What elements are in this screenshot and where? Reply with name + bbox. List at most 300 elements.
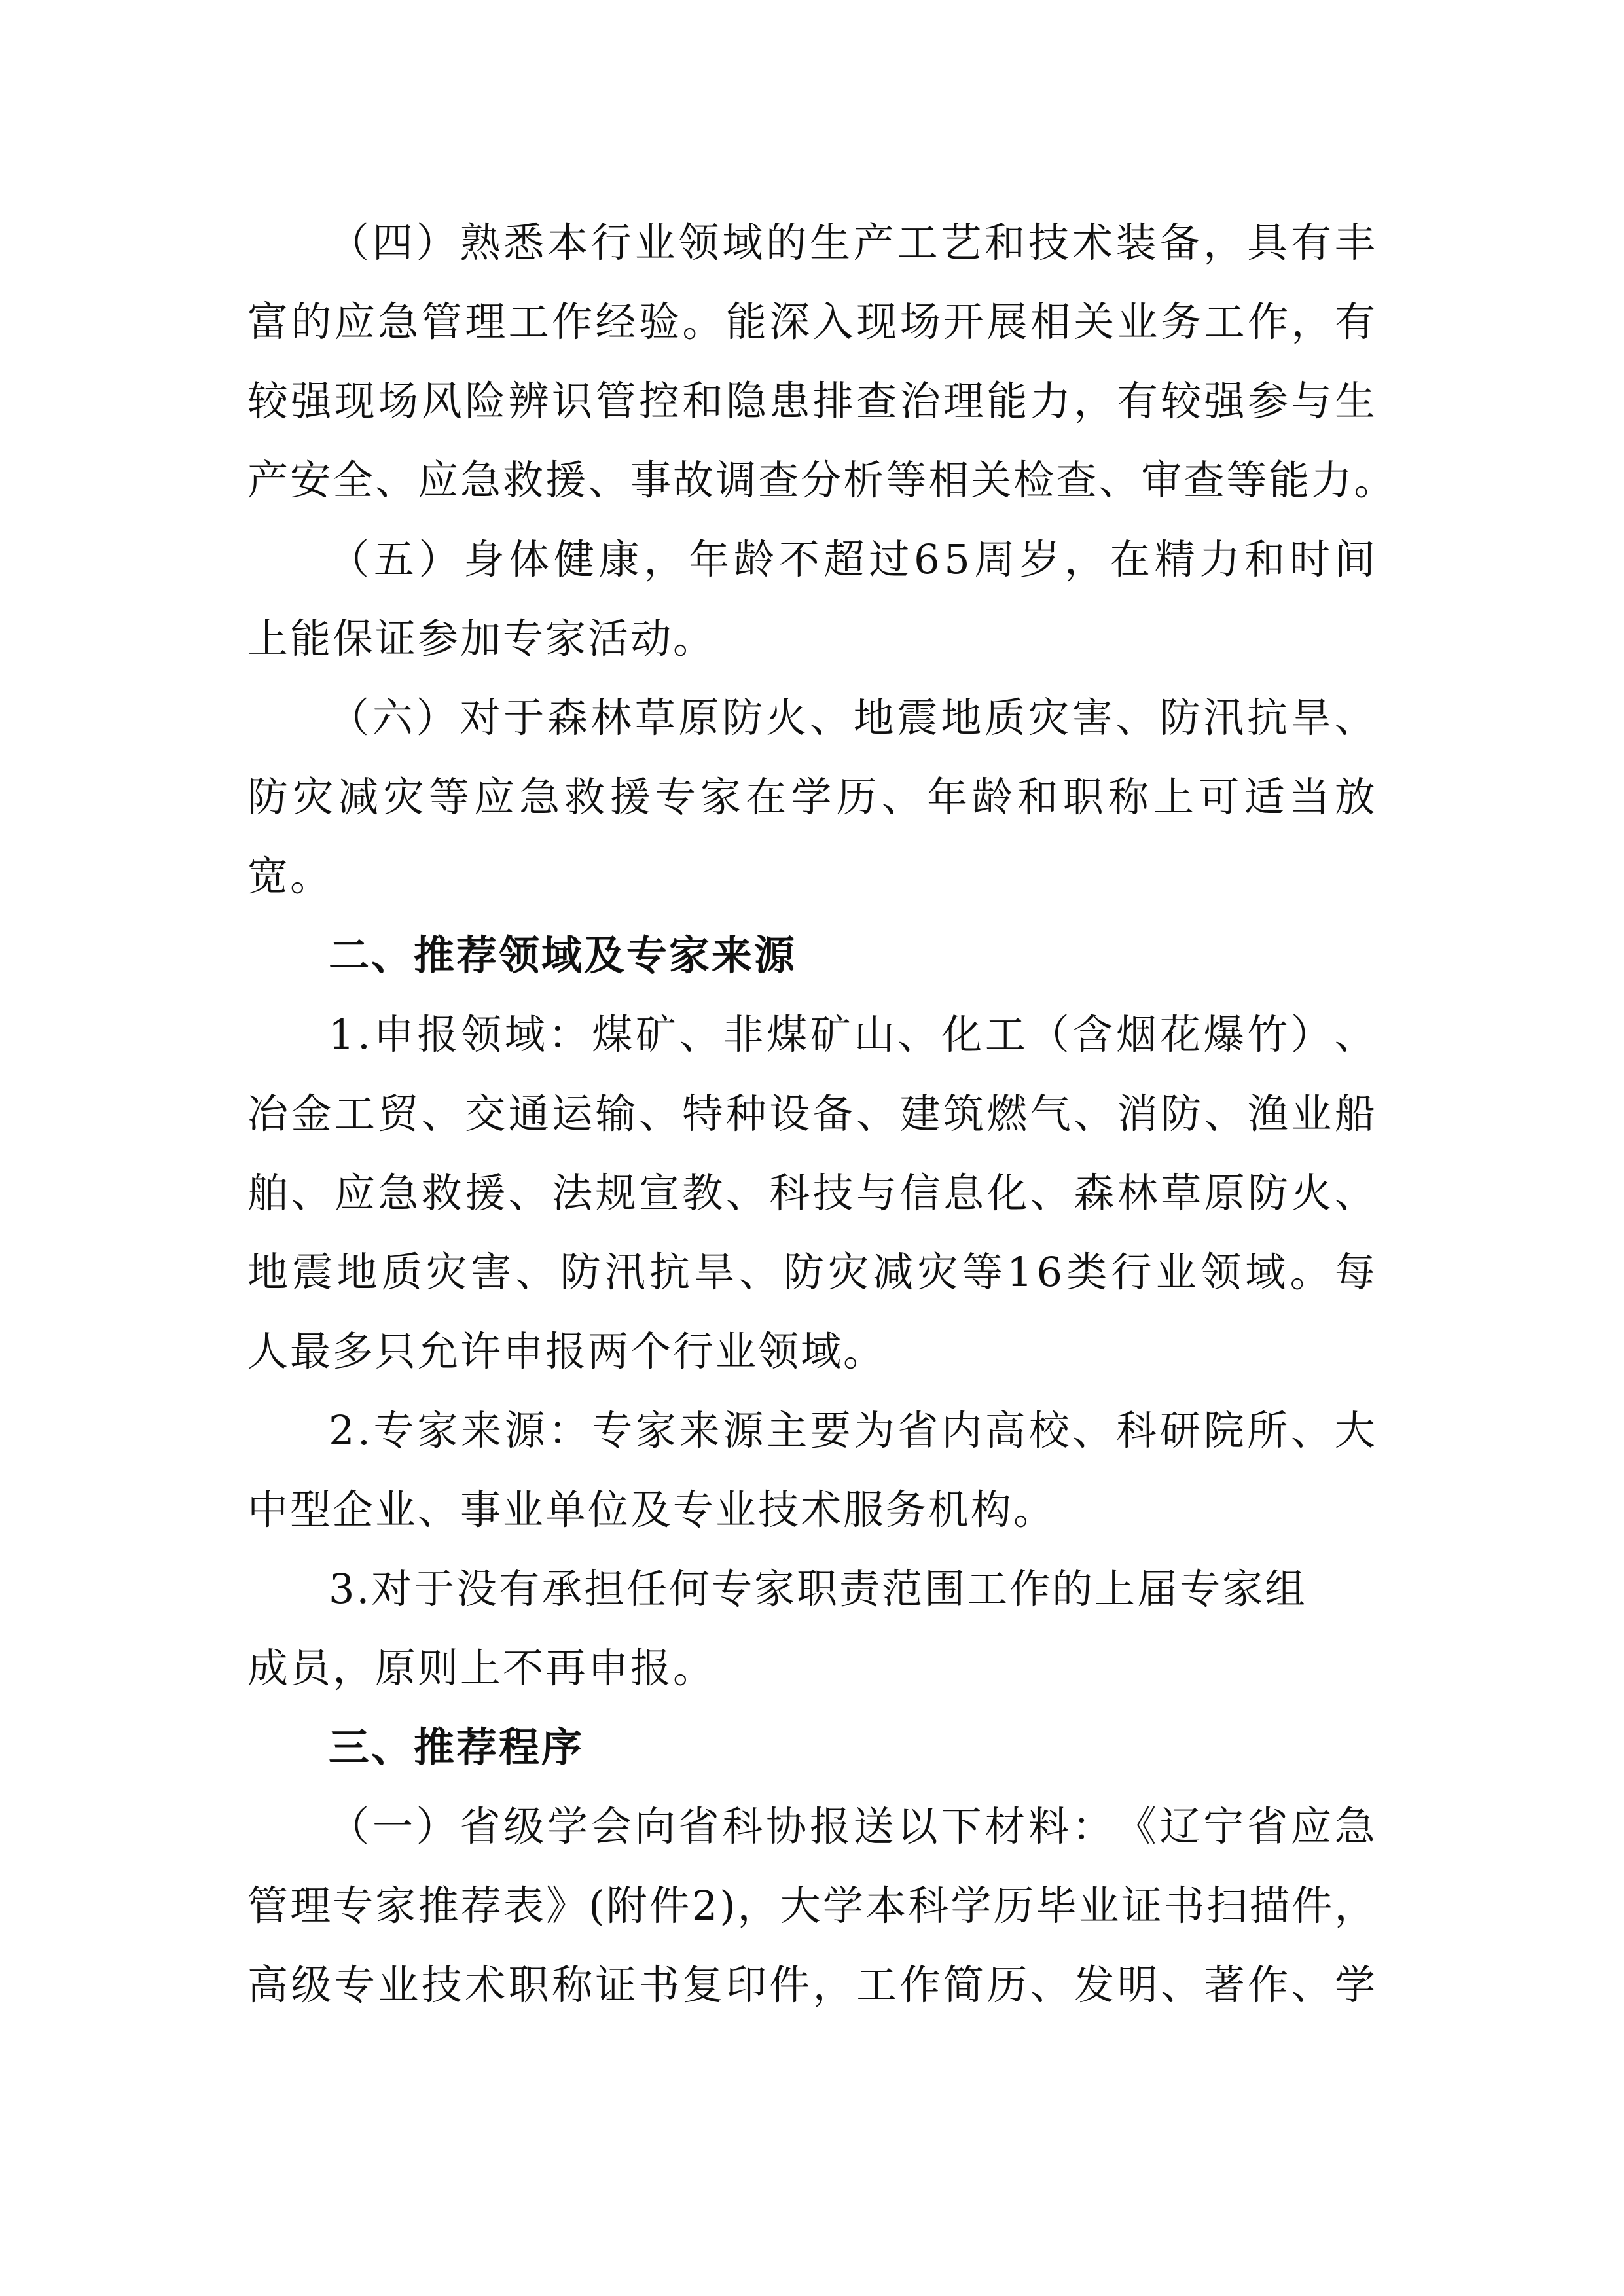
char: 害 [1072, 694, 1115, 742]
char: 业 [1117, 298, 1160, 346]
char: 家 [375, 1882, 418, 1929]
char: 等 [886, 456, 929, 504]
char: 业 [1155, 1248, 1199, 1296]
char: 等 [962, 1248, 1005, 1296]
char: 类 [1066, 1248, 1110, 1296]
char: 设 [769, 1090, 812, 1138]
char: 和 [1244, 535, 1288, 583]
char: 旱 [694, 1248, 737, 1296]
char: 工 [334, 1090, 377, 1138]
char: 森 [547, 694, 590, 742]
char: 书 [1164, 1882, 1207, 1929]
char: 急 [378, 298, 421, 346]
char: 化 [941, 1011, 984, 1058]
char: （ [1028, 1011, 1072, 1058]
char: ， [812, 1961, 856, 2009]
text-line: 宽。 [247, 852, 333, 900]
char: 要 [810, 1407, 853, 1454]
char: 专 [655, 773, 698, 821]
char: 消 [1117, 1090, 1160, 1138]
char: 明 [1117, 1961, 1160, 2009]
char: 防 [560, 1248, 603, 1296]
char: ， [643, 535, 687, 583]
char: 备 [1159, 219, 1202, 266]
char: 险 [465, 377, 508, 425]
char: 、 [588, 456, 631, 504]
char: 专 [592, 1407, 635, 1454]
char: 防 [1159, 694, 1202, 742]
text-line [247, 995, 1377, 1074]
char: 本 [547, 219, 590, 266]
char: 源 [723, 1407, 766, 1454]
char: ) [719, 1882, 738, 1929]
char: 理 [943, 377, 986, 425]
char: 、 [1334, 1169, 1377, 1217]
char: 省 [678, 1803, 721, 1850]
char: 、 [421, 1090, 464, 1138]
char: 船 [1334, 1090, 1377, 1138]
char: 领 [1200, 1248, 1244, 1296]
char: 和 [1017, 773, 1060, 821]
char: 超 [823, 535, 867, 583]
char: ） [418, 535, 461, 583]
char: 草 [1161, 1169, 1204, 1217]
char: 学 [950, 1882, 994, 1929]
char: 建 [899, 1090, 943, 1138]
char: 适 [1244, 773, 1287, 821]
char: 推 [418, 1882, 461, 1929]
char: 全 [333, 456, 376, 504]
char: 、 [1334, 1011, 1377, 1058]
char: 、 [1291, 1961, 1334, 2009]
char: 震 [897, 694, 940, 742]
char: 科 [769, 1169, 812, 1217]
char: 灾 [828, 1248, 871, 1296]
char: 证 [1121, 1882, 1164, 1929]
char: 地 [247, 1248, 291, 1296]
char: 援 [545, 456, 588, 504]
char: 。 [1354, 456, 1397, 504]
char: 非 [723, 1011, 766, 1058]
char: 2 [329, 1407, 357, 1454]
char: 故 [673, 456, 716, 504]
char: 减 [873, 1248, 916, 1296]
char: 域 [1245, 1248, 1288, 1296]
char: 治 [899, 377, 943, 425]
char: 、 [638, 1090, 681, 1138]
text-line [247, 520, 1377, 599]
document-body [247, 203, 1397, 2024]
char: 析 [843, 456, 886, 504]
char: 扫 [1206, 1882, 1250, 1929]
char: 化 [986, 1169, 1030, 1217]
char: 、 [1291, 1407, 1334, 1454]
char: 查 [856, 377, 899, 425]
char: 科 [722, 1803, 765, 1850]
char: 作 [1248, 1961, 1291, 2009]
char: 质 [381, 1248, 424, 1296]
char: 、 [375, 456, 418, 504]
char: 学 [547, 1803, 590, 1850]
char: 矿 [636, 1011, 679, 1058]
char: 1 [1006, 1248, 1035, 1296]
char: 报 [809, 1803, 852, 1850]
char: 时 [1290, 535, 1333, 583]
char: 领 [461, 1011, 504, 1058]
char: 可 [1199, 773, 1242, 821]
text-line: 人最多只允许申报两个行业领域。 [247, 1327, 886, 1375]
char: 会 [590, 1803, 634, 1850]
char: 件 [1291, 1882, 1335, 1929]
char: 院 [1203, 1407, 1246, 1454]
char: 分 [801, 456, 844, 504]
char: 表 [503, 1882, 546, 1929]
char: 域 [722, 219, 765, 266]
char: 龄 [734, 535, 777, 583]
char: 汛 [604, 1248, 647, 1296]
char: 有 [1290, 219, 1333, 266]
char: 产 [247, 456, 291, 504]
char: 历 [836, 773, 879, 821]
char: 家 [700, 773, 744, 821]
char: 料 [1028, 1803, 1072, 1850]
char: 高 [984, 1407, 1028, 1454]
char: 。 [682, 298, 725, 346]
text-block [247, 203, 1397, 2024]
char: 灾 [1028, 694, 1072, 742]
text-line [247, 1074, 1377, 1153]
char: 、 [725, 1169, 768, 1217]
char: 舶 [247, 1169, 291, 1217]
char: 地 [853, 694, 896, 742]
char: 应 [418, 456, 461, 504]
char: 花 [1159, 1011, 1202, 1058]
char: 申 [373, 1011, 416, 1058]
char: 印 [725, 1961, 768, 2009]
char: 救 [421, 1169, 464, 1217]
char: 含 [1072, 1011, 1115, 1058]
text-line [247, 757, 1377, 836]
char: 生 [1334, 377, 1377, 425]
text-line [247, 440, 1397, 520]
char: 级 [291, 1961, 334, 2009]
char: 6 [914, 535, 942, 583]
char: 竹 [1247, 1011, 1290, 1058]
char: 参 [1248, 377, 1291, 425]
char: 管 [421, 298, 464, 346]
char: 经 [595, 298, 638, 346]
char: 相 [1030, 298, 1073, 346]
char: 龄 [972, 773, 1015, 821]
char: 控 [638, 377, 681, 425]
char: 旱 [1290, 694, 1333, 742]
char: 管 [595, 377, 638, 425]
char: 书 [638, 1961, 681, 2009]
char: 理 [290, 1882, 333, 1929]
char: 、 [1030, 1169, 1073, 1217]
char: 查 [758, 456, 801, 504]
char: 科 [908, 1882, 951, 1929]
char: 应 [474, 773, 517, 821]
char: 理 [465, 298, 508, 346]
char: 体 [509, 535, 552, 583]
text-line [247, 282, 1377, 361]
char: 规 [595, 1169, 638, 1217]
char: 材 [984, 1803, 1028, 1850]
char: 下 [941, 1803, 984, 1850]
char: 防 [722, 694, 765, 742]
char: 质 [984, 694, 1028, 742]
char: 家 [417, 1407, 460, 1454]
char: 、 [1074, 1090, 1117, 1138]
char: 件 [649, 1882, 692, 1929]
section-heading: 三、推荐程序 [329, 1723, 585, 1771]
char: 输 [595, 1090, 638, 1138]
char: 等 [1226, 456, 1269, 504]
char: 识 [552, 377, 595, 425]
char: 、 [515, 1248, 558, 1296]
char: 减 [338, 773, 381, 821]
char: ， [1334, 1882, 1377, 1929]
char: 省 [897, 1407, 941, 1454]
char: 汛 [1203, 694, 1246, 742]
char: 金 [291, 1090, 334, 1138]
char: 、 [291, 1169, 334, 1217]
char: 描 [1249, 1882, 1292, 1929]
char: 丰 [1334, 219, 1377, 266]
text-line [247, 203, 1377, 282]
char: 救 [564, 773, 607, 821]
char: ： [548, 1011, 591, 1058]
char: 原 [1204, 1169, 1247, 1217]
text-line [247, 1232, 1377, 1312]
char: 康 [598, 535, 641, 583]
char: 专 [373, 1407, 416, 1454]
char: 风 [421, 377, 464, 425]
char: 患 [769, 377, 812, 425]
char: 称 [1108, 773, 1151, 821]
char: 事 [630, 456, 674, 504]
char: 强 [291, 377, 334, 425]
char: 简 [943, 1961, 986, 2009]
char: 力 [1311, 456, 1354, 504]
char: 与 [1291, 377, 1334, 425]
char: 查 [1056, 456, 1099, 504]
char: 域 [504, 1011, 547, 1058]
char: 等 [428, 773, 471, 821]
char: 协 [766, 1803, 809, 1850]
char: 特 [682, 1090, 725, 1138]
char: 、 [856, 1090, 899, 1138]
char: 、 [1098, 456, 1142, 504]
char: 现 [856, 298, 899, 346]
char: 工 [856, 1961, 899, 2009]
char: 历 [993, 1882, 1036, 1929]
char: 有 [1117, 377, 1160, 425]
char: 工 [897, 219, 940, 266]
char: 校 [1028, 1407, 1072, 1454]
char: 送 [853, 1803, 896, 1850]
char: 调 [715, 456, 759, 504]
char: 家 [636, 1407, 679, 1454]
char: 、 [1072, 1407, 1115, 1454]
char: 业 [378, 1961, 421, 2009]
char: 救 [503, 456, 546, 504]
char: 煤 [767, 1011, 810, 1058]
char: 向 [634, 1803, 677, 1850]
char: 五 [373, 535, 416, 583]
char: 防 [783, 1248, 826, 1296]
char: 援 [609, 773, 653, 821]
char: ） [1291, 1011, 1334, 1058]
char: 作 [1248, 298, 1291, 346]
char: 种 [725, 1090, 768, 1138]
char: 在 [746, 773, 789, 821]
char: 六 [372, 694, 415, 742]
char: 学 [1334, 1961, 1377, 2009]
char: 每 [1334, 1248, 1377, 1296]
char: ， [1291, 298, 1334, 346]
char: 科 [1116, 1407, 1159, 1454]
char: 所 [1247, 1407, 1290, 1454]
char: 急 [378, 1169, 421, 1217]
char: ： [548, 1407, 591, 1454]
char: 熟 [460, 219, 503, 266]
char: 防 [247, 773, 291, 821]
char: 灾 [917, 1248, 960, 1296]
char: 。 [1290, 1248, 1333, 1296]
char: 不 [778, 535, 821, 583]
char: 防 [1161, 1090, 1204, 1138]
char: 工 [1204, 298, 1247, 346]
text-line [247, 1153, 1377, 1232]
char: ， [1203, 219, 1246, 266]
section-heading: 二、推荐领域及专家来源 [329, 931, 797, 979]
char: 教 [682, 1169, 725, 1217]
char: 岁 [1019, 535, 1062, 583]
char: 备 [812, 1090, 856, 1138]
char: 内 [941, 1407, 984, 1454]
char: 较 [1161, 377, 1204, 425]
char: 验 [638, 298, 681, 346]
char: 术 [465, 1961, 508, 2009]
char: 辽 [1159, 1803, 1202, 1850]
char: ） [416, 219, 459, 266]
char: 林 [1117, 1169, 1160, 1217]
char: 富 [247, 298, 291, 346]
char: 产 [853, 219, 896, 266]
char: 具 [1247, 219, 1290, 266]
char: . [357, 1011, 372, 1058]
char: 防 [1248, 1169, 1291, 1217]
char: 、 [1030, 1961, 1073, 2009]
char: 业 [1291, 1090, 1334, 1138]
char: 相 [928, 456, 971, 504]
char: 力 [1030, 377, 1073, 425]
char: 检 [1013, 456, 1056, 504]
char: 在 [1109, 535, 1152, 583]
char: 交 [465, 1090, 508, 1138]
char: 林 [590, 694, 634, 742]
char: 件 [769, 1961, 812, 2009]
char: 、 [809, 694, 852, 742]
char: 作 [552, 298, 595, 346]
char: （ [329, 535, 372, 583]
char: 宣 [638, 1169, 681, 1217]
char: 周 [974, 535, 1017, 583]
char: 燃 [986, 1090, 1030, 1138]
char: 场 [899, 298, 943, 346]
char: 身 [463, 535, 507, 583]
char: 作 [899, 1961, 943, 2009]
char: 学 [791, 773, 834, 821]
text-line: 中型企业、事业单位及专业技术服务机构。 [247, 1486, 1056, 1534]
char: 研 [1159, 1407, 1202, 1454]
char: 和 [682, 377, 725, 425]
char: 上 [1153, 773, 1197, 821]
char: 年 [689, 535, 732, 583]
char: 业 [1078, 1882, 1121, 1929]
char: 火 [1291, 1169, 1334, 1217]
char: 煤 [592, 1011, 635, 1058]
char: 2 [691, 1882, 720, 1929]
char: 健 [553, 535, 596, 583]
char: 主 [767, 1407, 810, 1454]
char: 和 [984, 219, 1028, 266]
char: 开 [943, 298, 986, 346]
text-line [247, 1391, 1377, 1470]
char: 与 [856, 1169, 899, 1217]
char: 、 [1204, 1090, 1247, 1138]
char: 1 [329, 1011, 357, 1058]
char: 术 [1072, 219, 1115, 266]
char: 称 [552, 1961, 595, 2009]
char: ， [737, 1882, 780, 1929]
char: 复 [682, 1961, 725, 2009]
char: 森 [1074, 1169, 1117, 1217]
char: 援 [465, 1169, 508, 1217]
char: 附 [606, 1882, 649, 1929]
char: 、 [679, 1011, 722, 1058]
char: ） [416, 694, 459, 742]
char: . [357, 1407, 372, 1454]
char: 抗 [649, 1248, 693, 1296]
char: 、 [1334, 694, 1377, 742]
char: 毕 [1036, 1882, 1079, 1929]
char: 运 [552, 1090, 595, 1138]
char: 排 [812, 377, 856, 425]
char: 悉 [503, 219, 547, 266]
char: 、 [897, 1011, 941, 1058]
char: 展 [986, 298, 1030, 346]
char: 通 [508, 1090, 551, 1138]
char: 、 [1161, 1961, 1204, 2009]
char: 管 [247, 1882, 291, 1929]
char: 应 [334, 1169, 377, 1217]
char: 隐 [725, 377, 768, 425]
char: 查 [1183, 456, 1227, 504]
char: ： [1072, 1803, 1115, 1850]
char: 四 [372, 219, 415, 266]
char: 抗 [1247, 694, 1290, 742]
char: 行 [1111, 1248, 1154, 1296]
char: 荐 [460, 1882, 503, 1929]
char: 报 [417, 1011, 460, 1058]
char: 当 [1289, 773, 1332, 821]
char: 渔 [1248, 1090, 1291, 1138]
char: 贸 [378, 1090, 421, 1138]
char: 于 [503, 694, 547, 742]
